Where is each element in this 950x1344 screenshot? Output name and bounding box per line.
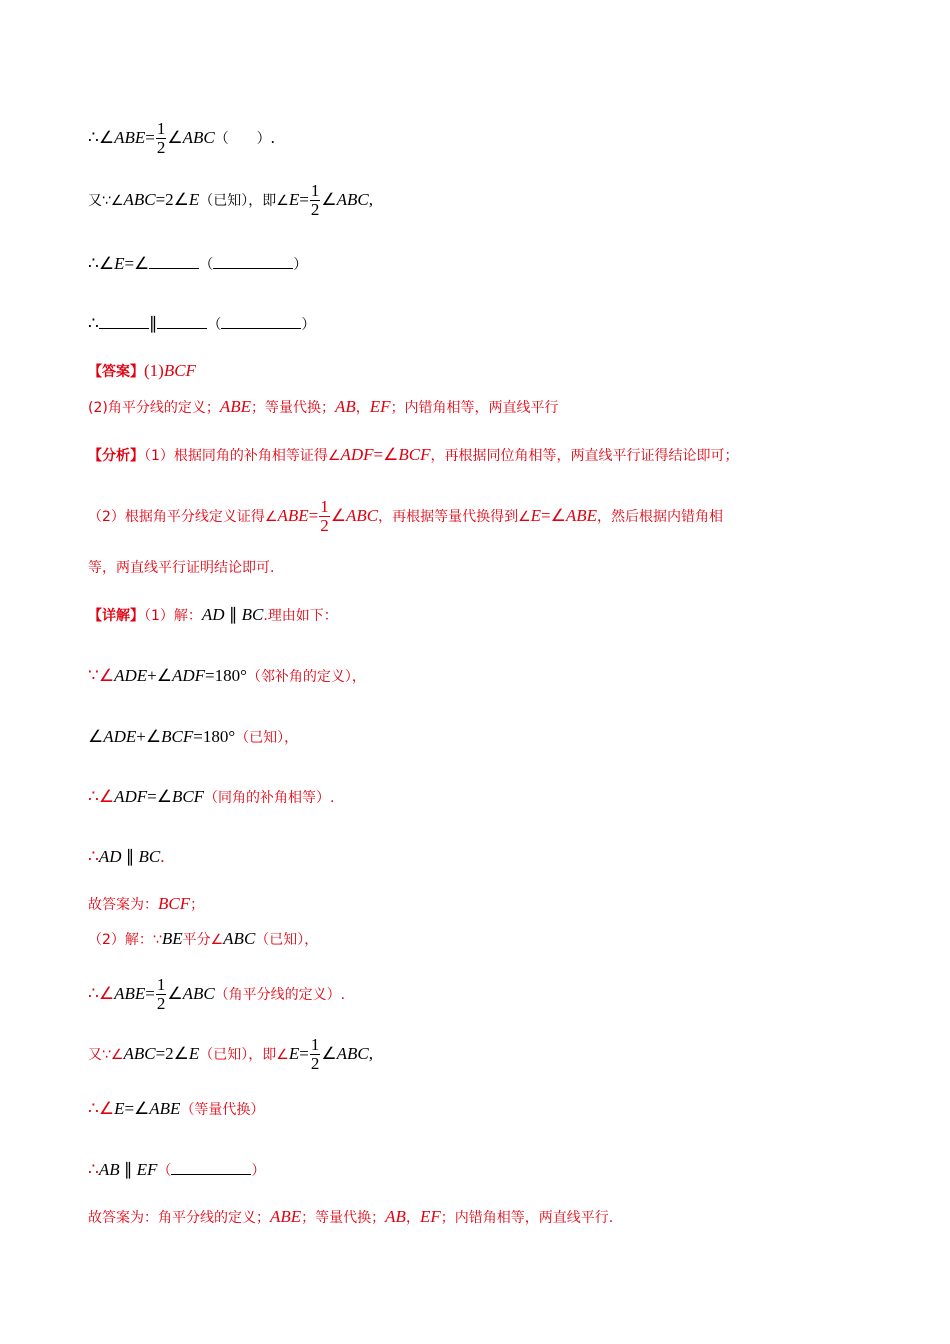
detail-step-6: （2）解：∵BE平分∠ABC（已知）， [88, 929, 319, 948]
answer-blank[interactable] [149, 252, 199, 269]
analysis-line-3: 等，两直线平行证明结论即可. [88, 560, 275, 576]
final-answer: 故答案为：角平分线的定义；ABE；等量代换；AB，EF；内错角相等，两直线平行. [88, 1207, 614, 1226]
answer-blank[interactable] [157, 312, 207, 329]
answer-blank[interactable] [99, 312, 149, 329]
detail-step-8: 又∵∠ABC=2∠E（已知），即∠E= $\frac{1}{2}$ ∠ABC, [88, 1035, 373, 1073]
fraction-half: $\frac{1}{2}$ [320, 497, 329, 535]
fraction-half: $\frac{1}{2}$ [310, 181, 320, 219]
detail-step-5: 故答案为：BCF； [88, 894, 205, 913]
proof-line-4: ∴ ∥ （ ） [88, 314, 316, 333]
detail-line-1: 【详解】（1）解：AD ∥ BC.理由如下： [88, 605, 338, 624]
detail-step-9: ∴∠E=∠ABE（等量代换） [88, 1099, 265, 1118]
analysis-line-1: 【分析】（1）根据同角的补角相等证得∠ADF=∠BCF，再根据同位角相等，两直线平行证得结论即可； [88, 445, 739, 464]
detail-step-7: ∴∠ABE= $\frac{1}{2}$ ∠ABC（角平分线的定义）. [88, 975, 346, 1013]
detail-step-3: ∴∠ADF=∠BCF（同角的补角相等）. [88, 787, 335, 806]
fraction-half: $\frac{1}{2}$ [156, 975, 166, 1013]
proof-line-1: ∴∠ABE= $\frac{1}{2}$ ∠ABC（ ）. [88, 119, 275, 157]
proof-line-2: 又∵∠ABC=2∠E（已知），即∠E= $\frac{1}{2}$ ∠ABC, [88, 181, 373, 219]
reason-blank[interactable] [213, 252, 293, 269]
answer-line-2: (2)角平分线的定义；ABE；等量代换；AB，EF；内错角相等，两直线平行 [88, 397, 559, 416]
answer-line-1: 【答案】(1)BCF [88, 361, 196, 380]
proof-line-3: ∴∠E=∠ （ ） [88, 254, 308, 273]
fraction-half: $\frac{1}{2}$ [310, 1035, 320, 1073]
detail-step-10: ∴AB ∥ EF（ ） [88, 1160, 266, 1179]
detail-step-4: ∴AD ∥ BC. [88, 847, 165, 866]
fraction-half: $\frac{1}{2}$ [156, 119, 166, 157]
detail-step-2: ∠ADE+∠BCF=180°（已知）， [88, 727, 299, 746]
analysis-line-2: （2）根据角平分线定义证得∠ABE= $\frac{1}{2}$ ∠ABC，再根据等量代换得到∠E=∠ABE，然后根据内错角相 [88, 497, 724, 535]
reason-blank[interactable] [171, 1158, 251, 1175]
reason-blank[interactable] [221, 312, 301, 329]
detail-step-1: ∵∠ADE+∠ADF=180°（邻补角的定义）， [88, 666, 366, 685]
